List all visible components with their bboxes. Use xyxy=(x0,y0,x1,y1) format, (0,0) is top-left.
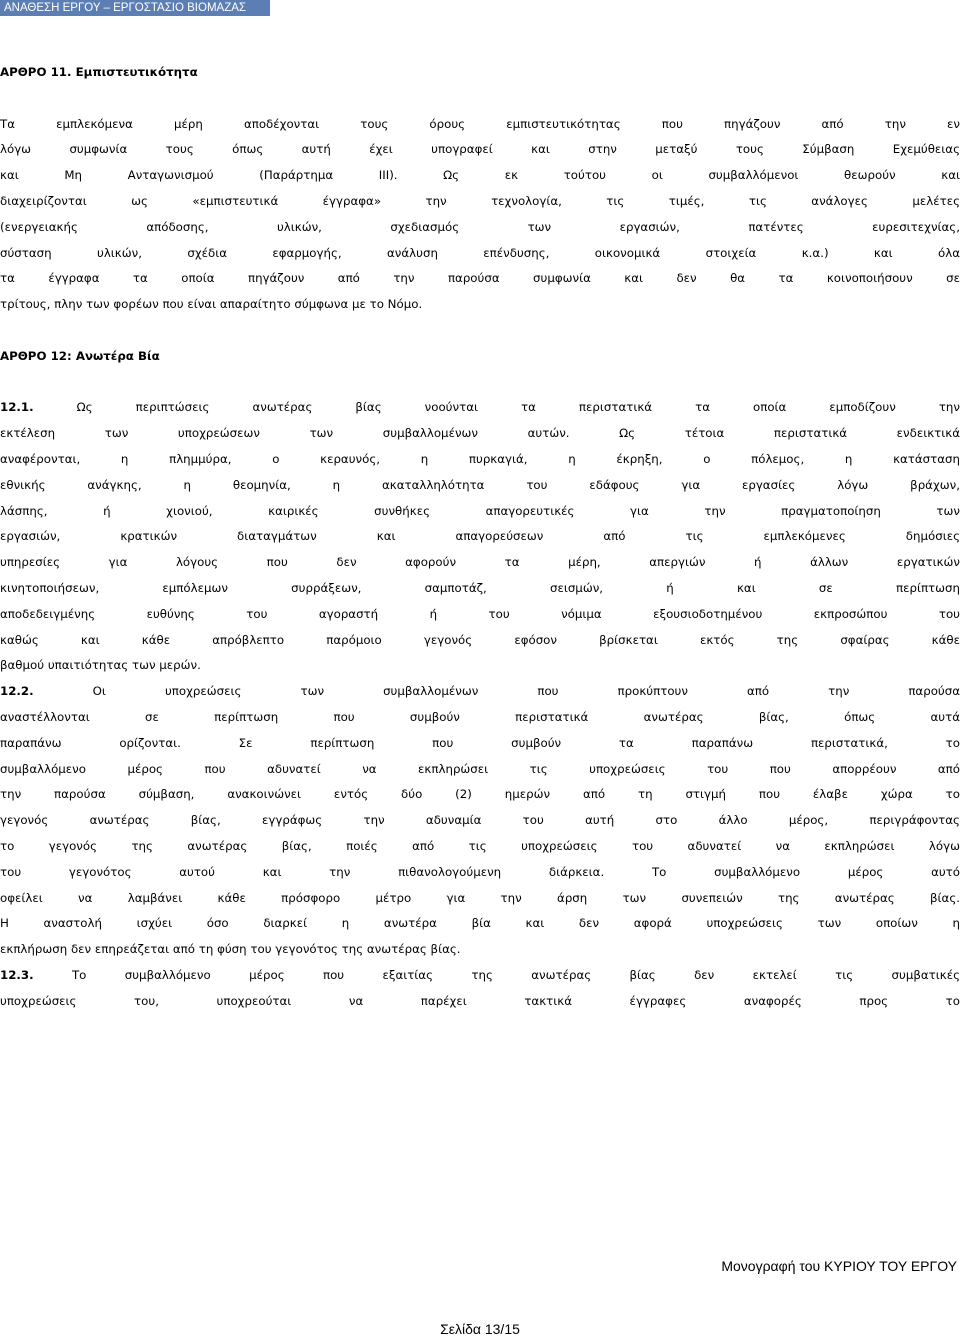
clause-number: 12.1. xyxy=(0,400,34,415)
text-line: υποχρεώσεις του, υποχρεούται να παρέχει τακτικά έγγραφες αναφορές προς το xyxy=(0,993,960,1008)
text-line: Τα εμπλεκόμενα μέρη αποδέχονται τους όρους εμπιστευτικότητας που πηγάζουν από την εν xyxy=(0,116,960,131)
paragraph-12-2 xyxy=(0,679,960,963)
text-line: λάσπης, ή χιονιού, καιρικές συνθήκες απαγορευτικές για την πραγματοποίηση των xyxy=(0,503,960,518)
text-line: εκπλήρωση δεν επηρεάζεται από τη φύση του γεγονότος της ανωτέρας βίας. xyxy=(0,942,461,957)
clause-text: Ως περιπτώσεις ανωτέρας βίας νοούνται τα περιστατικά τα οποία εμποδίζουν την xyxy=(76,400,960,415)
article-12-heading: ΑΡΘΡΟ 12: Ανωτέρα Βία xyxy=(0,348,160,363)
text-line: σύσταση υλικών, σχέδια εφαρμογής, ανάλυση επένδυσης, οικονομικά στοιχεία κ.α.) και όλα xyxy=(0,245,960,260)
article-11-heading: ΑΡΘΡΟ 11. Εμπιστευτικότητα xyxy=(0,65,198,79)
text-line: τρίτους, πλην των φορέων που είναι απαραίτητο σύμφωνα με το Νόμο. xyxy=(0,297,423,312)
text-line xyxy=(0,963,960,989)
page-number: Σελίδα 13/15 xyxy=(440,1321,520,1337)
text-line: υπηρεσίες για λόγους που δεν αφορούν τα μέρη, απεργιών ή άλλων εργατικών xyxy=(0,555,960,570)
paragraph-12-3 xyxy=(0,963,960,1015)
article-11-paragraph xyxy=(0,112,960,318)
text-line xyxy=(0,679,960,705)
text-line: κινητοποιήσεων, εμπόλεμων συρράξεων, σαμποτάζ, σεισμών, ή και σε περίπτωση xyxy=(0,580,960,595)
text-line: συμβαλλόμενο μέρος που αδυνατεί να εκπληρώσει τις υποχρεώσεις του που απορρέουν από xyxy=(0,761,960,776)
text-line: διαχειρίζονται ως «εμπιστευτικά έγγραφα» την τεχνολογία, τις τιμές, τις ανάλογες μελέτες xyxy=(0,193,960,208)
text-line: Η αναστολή ισχύει όσο διαρκεί η ανωτέρα βία και δεν αφορά υποχρεώσεις των οποίων η xyxy=(0,916,960,931)
text-line: εργασιών, κρατικών διαταγμάτων και απαγορεύσεων από τις εμπλεκόμενες δημόσιες xyxy=(0,529,960,544)
text-line: αναστέλλονται σε περίπτωση που συμβούν περιστατικά ανωτέρας βίας, όπως αυτά xyxy=(0,709,960,724)
text-line: εθνικής ανάγκης, η θεομηνία, η ακαταλληλότητα του εδάφους για εργασίες λόγω βράχων, xyxy=(0,477,960,492)
text-line: (ενεργειακής απόδοσης, υλικών, σχεδιασμός των εργασιών, πατέντες ευρεσιτεχνίας, xyxy=(0,219,960,234)
paragraph-12-1 xyxy=(0,395,960,679)
running-header-title: ΑΝΑΘΕΣΗ ΕΡΓΟΥ – ΕΡΓΟΣΤΑΣΙΟ ΒΙΟΜΑΖΑΣ xyxy=(4,2,247,14)
text-line: αποδεδειγμένης ευθύνης του αγοραστή ή του νόμιμα εξουσιοδοτημένου εκπροσώπου του xyxy=(0,606,960,621)
text-line: οφείλει να λαμβάνει κάθε πρόσφορο μέτρο για την άρση των συνεπειών της ανωτέρας βίας. xyxy=(0,890,960,905)
text-line xyxy=(0,395,960,421)
text-line: καθώς και κάθε απρόβλεπτο παρόμοιο γεγονός εφόσον βρίσκεται εκτός της σφαίρας κάθε xyxy=(0,632,960,647)
clause-number: 12.2. xyxy=(0,684,34,699)
text-line: και Μη Ανταγωνισμού (Παράρτημα ΙΙΙ). Ως εκ τούτου οι συμβαλλόμενοι θεωρούν και xyxy=(0,168,960,183)
text-line: τα έγγραφα τα οποία πηγάζουν από την παρούσα συμφωνία και δεν θα τα κοινοποιήσουν σε xyxy=(0,271,960,286)
text-line: το γεγονός της ανωτέρας βίας, ποιές από τις υποχρεώσεις του αδυνατεί να εκπληρώσει λόγω xyxy=(0,838,960,853)
clause-text: Οι υποχρεώσεις των συμβαλλομένων που προκύπτουν από την παρούσα xyxy=(92,684,960,699)
clause-text: Το συμβαλλόμενο μέρος που εξαιτίας της ανωτέρας βίας δεν εκτελεί τις συμβατικές xyxy=(71,967,960,982)
text-line: παραπάνω ορίζονται. Σε περίπτωση που συμβούν τα παραπάνω περιστατικά, το xyxy=(0,735,960,750)
text-line: βαθμού υπαιτιότητας των μερών. xyxy=(0,658,201,673)
text-line: λόγω συμφωνία τους όπως αυτή έχει υπογραφεί και στην μεταξύ τους Σύμβαση Εχεμύθειας xyxy=(0,142,960,157)
text-line: αναφέρονται, η πλημμύρα, ο κεραυνός, η πυρκαγιά, η έκρηξη, ο πόλεμος, η κατάσταση xyxy=(0,451,960,466)
text-line: γεγονός ανωτέρας βίας, εγγράφως την αδυναμία του αυτή στο άλλο μέρος, περιγράφοντας xyxy=(0,813,960,828)
page-body xyxy=(0,60,960,1014)
text-line: του γεγονότος αυτού και την πιθανολογούμενη διάρκεια. Το συμβαλλόμενο μέρος αυτό xyxy=(0,864,960,879)
text-line: εκτέλεση των υποχρεώσεων των συμβαλλομένων αυτών. Ως τέτοια περιστατικά ενδεικτικά xyxy=(0,426,960,441)
signature-label: Μονογραφή του ΚΥΡΙΟΥ ΤΟΥ ΕΡΓΟΥ xyxy=(721,1258,957,1274)
clause-number: 12.3. xyxy=(0,967,34,982)
text-line: την παρούσα σύμβαση, ανακοινώνει εντός δύο (2) ημερών από τη στιγμή που έλαβε χώρα το xyxy=(0,787,960,802)
